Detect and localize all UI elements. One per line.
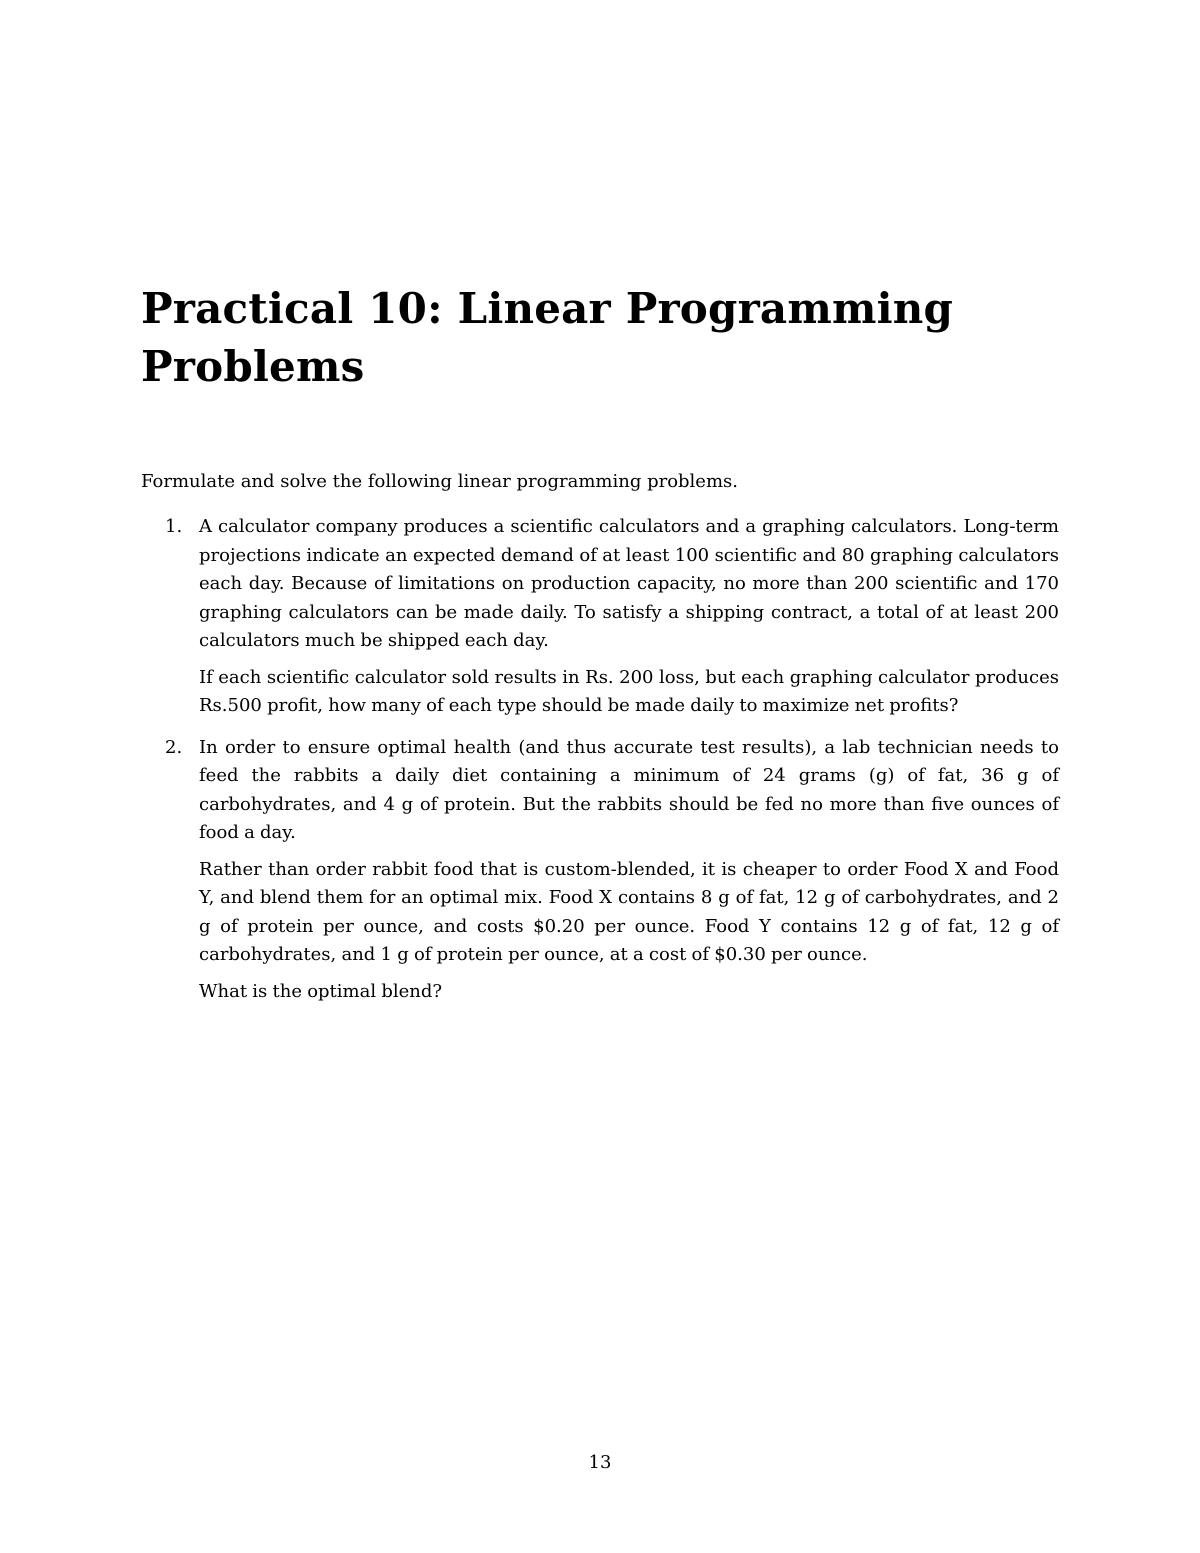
problem-paragraph: What is the optimal blend?	[199, 980, 443, 1002]
page-title: Practical 10: Linear Programming Problems	[141, 284, 954, 391]
problem-number: 1.	[165, 516, 183, 537]
problem-number: 2.	[165, 736, 183, 758]
intro-text: Formulate and solve the following linear programming problems.	[141, 471, 738, 492]
problem-item-1	[165, 513, 1059, 721]
problem-paragraph: A calculator company produces a scientific calculators and a graphing calculators. Long-term projections indicate an expected demand of at least 100 scientific and 80 graphing calculators each day. Because of limitations on production capacity, no more than 200 scientific and 170 graphing calculators can be made daily. To satisfy a shipping contract, a total of at least 200 calculators much be shipped each day.	[199, 516, 1059, 651]
problem-paragraph: In order to ensure optimal health (and thus accurate test results), a lab technician needs to feed the rabbits a daily diet containing a minimum of 24 grams (g) of fat, 36 g of carbohydrates, and 4 g of protein. But the rabbits should be fed no more than five ounces of food a day.	[199, 736, 1059, 843]
problem-paragraph: Rather than order rabbit food that is custom-blended, it is cheaper to order Food X and Food Y, and blend them for an optimal mix. Food X contains 8 g of fat, 12 g of carbohydrates, and 2 g of protein per ounce, and costs $0.20 per ounce. Food Y contains 12 g of fat, 12 g of carbohydrates, and 1 g of protein per ounce, at a cost of $0.30 per ounce.	[199, 858, 1059, 965]
problem-list	[165, 513, 1059, 1019]
page-number: 13	[588, 1452, 612, 1473]
problem-item-2	[165, 734, 1059, 1007]
problem-paragraph: If each scientific calculator sold results in Rs. 200 loss, but each graphing calculator produces Rs.500 profit, how many of each type should be made daily to maximize net profits?	[199, 666, 1059, 716]
